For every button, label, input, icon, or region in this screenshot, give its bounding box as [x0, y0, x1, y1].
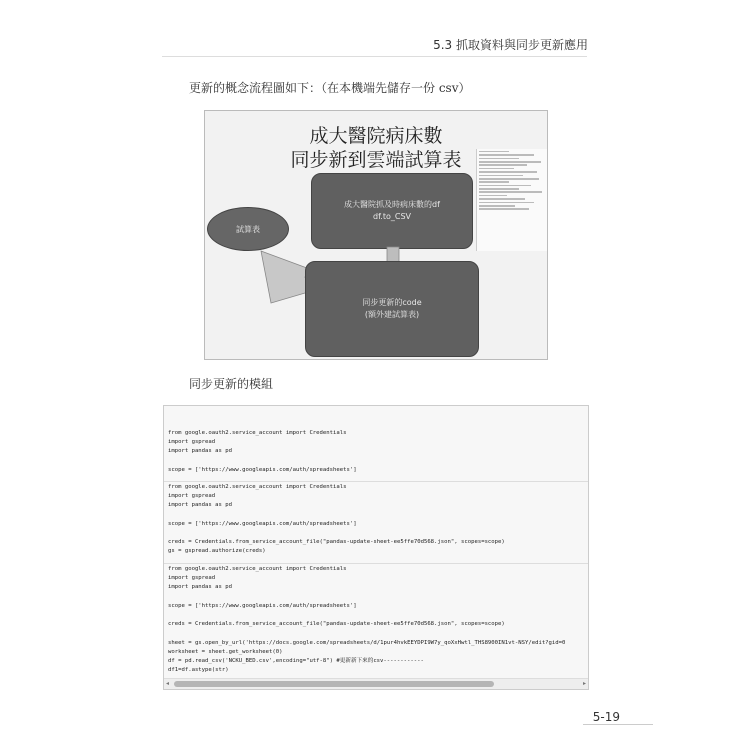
- code-line: [164, 457, 588, 466]
- code-line: gs = gspread.authorize(creds): [168, 548, 266, 555]
- footer-divider: [583, 724, 653, 725]
- section-subtitle: 同步更新的模組: [189, 377, 274, 391]
- code-line: from google.oauth2.service_account import Credentials: [168, 566, 347, 572]
- box-sync-code: [305, 261, 479, 357]
- cell-divider: [164, 563, 588, 564]
- code-line: df = pd.read_csv('NCKU_BED.csv',encoding="utf-8") #更新新下來的csv------------: [168, 657, 424, 664]
- code-line: [164, 511, 588, 520]
- code-line: [164, 593, 588, 602]
- code-cell-1[interactable]: [164, 429, 588, 475]
- code-cell-2[interactable]: [164, 483, 588, 557]
- code-line: [164, 611, 588, 620]
- code-line: [164, 529, 588, 538]
- code-line: import gspread: [168, 493, 216, 500]
- running-header: 5.3 抓取資料與同步更新應用: [433, 38, 588, 52]
- figure-title-line2: 同步新到雲端試算表: [290, 149, 462, 171]
- box-bottom-line2: (額外建試算表): [364, 310, 420, 319]
- code-panel: [163, 405, 589, 690]
- box-top-line2: df.to_CSV: [372, 212, 412, 221]
- flowchart-figure: [204, 110, 548, 360]
- code-line: import pandas as pd: [168, 448, 232, 455]
- code-line: creds = Credentials.from_service_account_file("pandas-update-sheet-ee5ffe70d568.json", scopes=scope): [168, 621, 505, 628]
- code-line: import pandas as pd: [168, 502, 232, 509]
- code-line: sheet = gs.open_by_url('https://docs.google.com/spreadsheets/d/1pur4hvkEEYDPI9W7y_qoXxHwtl_THS8900IN1vt-NSY/edit?gid=0: [168, 639, 566, 646]
- header-divider: [162, 56, 587, 57]
- code-line: creds = Credentials.from_service_account_file("pandas-update-sheet-ee5ffe70d568.json", scopes=scope): [168, 539, 505, 546]
- code-cell-3[interactable]: [164, 565, 588, 675]
- intro-paragraph: 更新的概念流程圖如下：（在本機端先儲存一份 csv）: [189, 81, 471, 95]
- code-line: import gspread: [168, 575, 216, 582]
- scroll-left-arrow-icon[interactable]: ◂: [166, 680, 170, 687]
- scroll-right-arrow-icon[interactable]: ▸: [582, 680, 586, 687]
- box-top-line1: 成大醫院抓及時病床數的df: [344, 200, 440, 209]
- figure-title-line1: 成大醫院病床數: [309, 125, 443, 147]
- code-line: scope = ['https://www.googleapis.com/auth/spreadsheets']: [168, 466, 357, 473]
- box-bottom-line1: 同步更新的code: [362, 298, 422, 307]
- code-line: import gspread: [168, 439, 216, 446]
- code-line: scope = ['https://www.googleapis.com/auth/spreadsheets']: [168, 520, 357, 527]
- scrollbar-thumb[interactable]: [174, 681, 494, 687]
- code-line: import pandas as pd: [168, 584, 232, 591]
- code-line: [164, 629, 588, 638]
- page-number: 5-19: [592, 710, 620, 724]
- code-line: df1=df.astype(str): [168, 667, 229, 674]
- horizontal-scrollbar[interactable]: [164, 678, 588, 689]
- code-line: from google.oauth2.service_account import Credentials: [168, 430, 347, 436]
- code-line: worksheet = sheet.get_worksheet(0): [168, 648, 283, 655]
- ellipse-label: 試算表: [236, 224, 260, 234]
- code-line: scope = ['https://www.googleapis.com/auth/spreadsheets']: [168, 602, 357, 609]
- cell-divider: [164, 481, 588, 482]
- code-line: from google.oauth2.service_account import Credentials: [168, 484, 347, 490]
